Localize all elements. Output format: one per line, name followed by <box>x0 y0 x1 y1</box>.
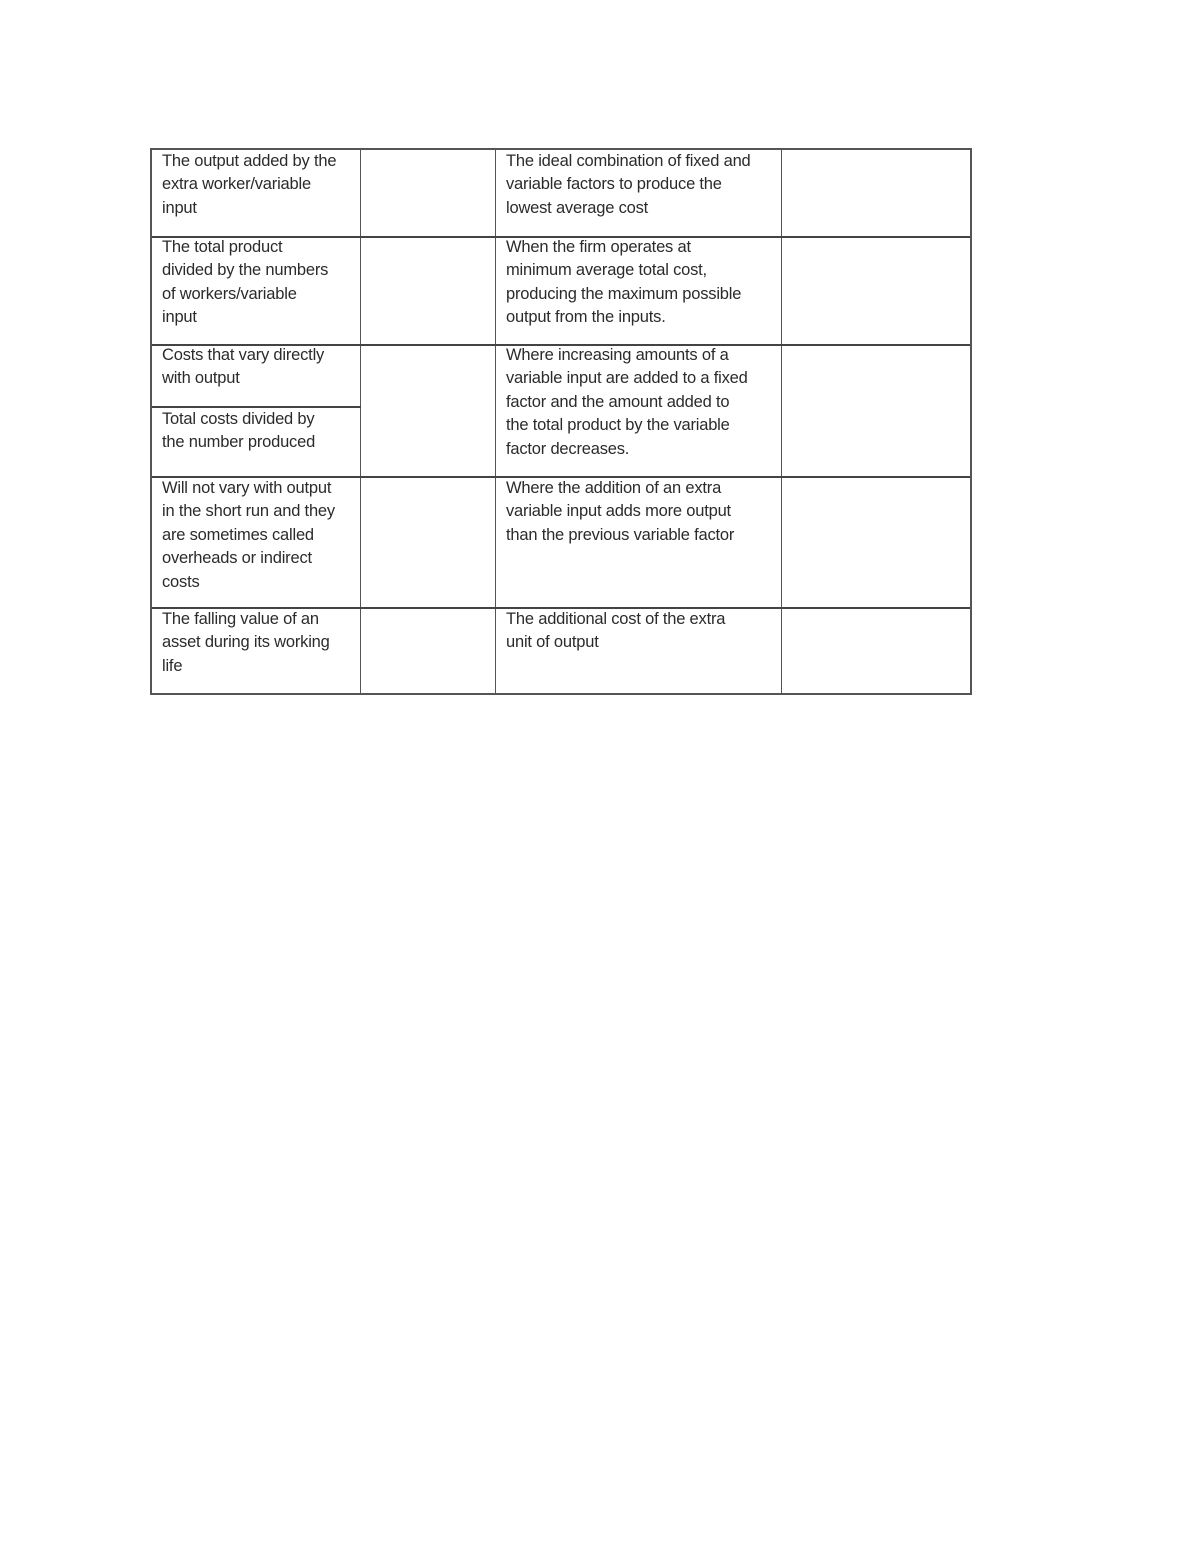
answer-cell[interactable] <box>362 609 495 695</box>
matching-table <box>150 148 972 695</box>
definition-left-4: Total costs divided by the number produced <box>162 410 316 452</box>
definition-right-3: Where increasing amounts of a variable input are added to a fixed factor and the amount added to the total product by the variable factor decreases. <box>506 346 748 458</box>
answer-cell[interactable] <box>362 150 495 236</box>
answer-cell[interactable] <box>783 150 971 236</box>
answer-cell[interactable] <box>362 478 495 607</box>
definition-left-6: The falling value of an asset during its working life <box>162 610 330 675</box>
definition-right-5: The additional cost of the extra unit of output <box>506 610 726 652</box>
answer-cell[interactable] <box>783 609 971 695</box>
answer-cell[interactable] <box>783 346 971 476</box>
answer-cell[interactable] <box>362 238 495 344</box>
definition-left-2: The total product divided by the numbers of workers/variable input <box>162 238 329 327</box>
definition-left-5: Will not vary with output in the short run and they are sometimes called overheads or indirect costs <box>162 479 335 591</box>
definition-right-4: Where the addition of an extra variable input adds more output than the previous variable factor <box>506 479 735 544</box>
definition-left-1: The output added by the extra worker/variable input <box>162 152 337 217</box>
answer-cell[interactable] <box>362 346 495 476</box>
answer-cell[interactable] <box>783 478 971 607</box>
definition-right-2: When the firm operates at minimum average total cost, producing the maximum possible output from the inputs. <box>506 238 742 327</box>
answer-cell[interactable] <box>783 238 971 344</box>
definition-right-1: The ideal combination of fixed and variable factors to produce the lowest average cost <box>506 152 751 217</box>
definition-left-3: Costs that vary directly with output <box>162 346 325 388</box>
